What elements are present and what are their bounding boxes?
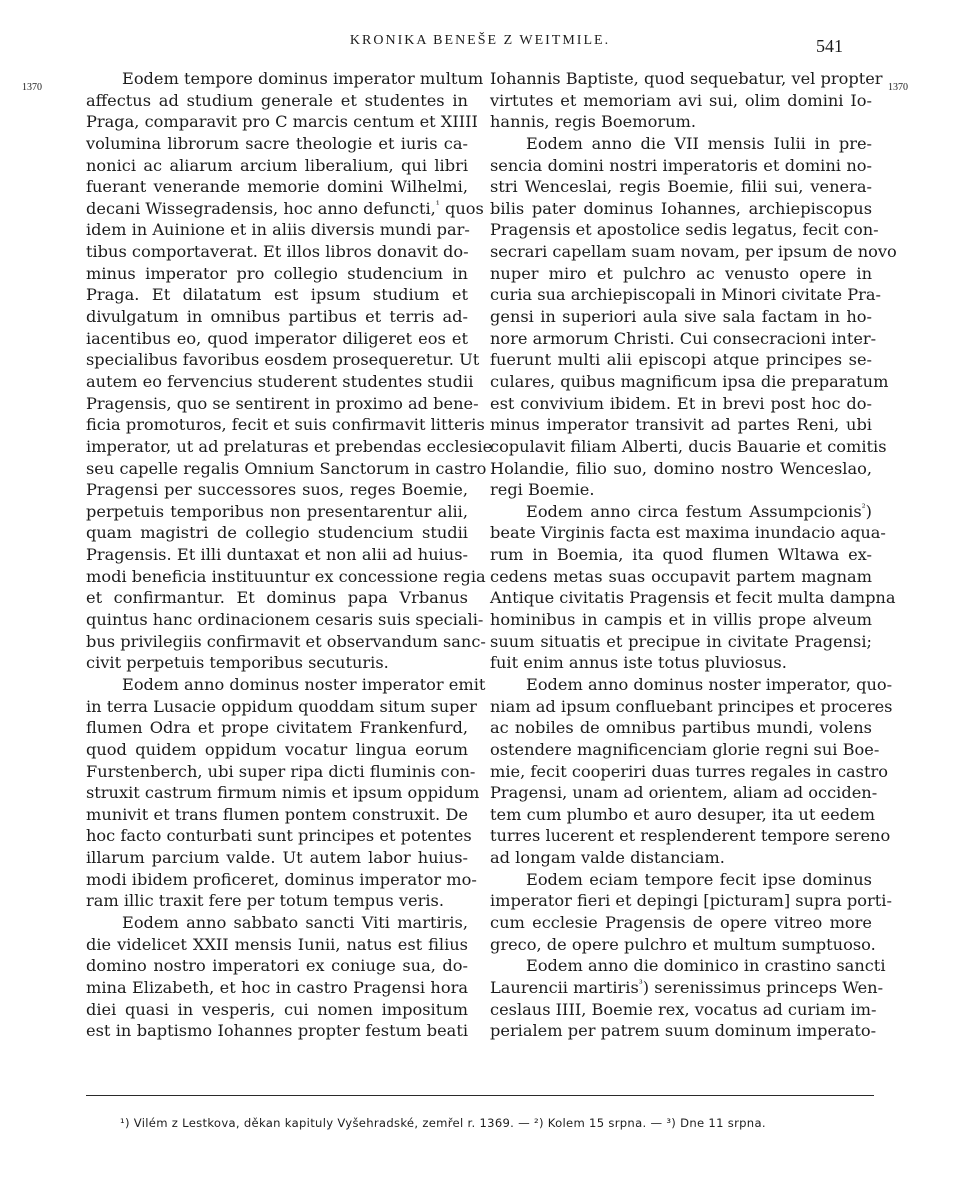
text-line: sencia domini nostri imperatoris et domini no- [490,155,872,175]
page-number: 541 [816,36,843,56]
text-line: culares, quibus magnificum ipsa die preparatum [490,371,889,391]
text-line: Pragensis, quo se sentirent in proximo ad bene- [86,393,479,413]
text-line: Pragensi, unam ad orientem, aliam ad occiden- [490,783,878,803]
text-line: Eodem anno sabbato sancti Viti martiris, [122,912,468,932]
text-line: est in baptismo Iohannes propter festum beati [86,1021,468,1041]
text-line: suum situatis et precipue in civitate Pragensi; [490,631,872,651]
text-line: Eodem anno die VII mensis Iulii in pre- [526,133,872,153]
text-line: ad longam valde distanciam. [490,848,725,868]
text-line: nonici ac aliarum arcium liberalium, qui libri [86,155,468,175]
text-line: Eodem anno dominus noster imperator emit [122,674,486,694]
margin-year-right: 1370 [888,82,908,93]
text-line: ram illic traxit fere per totum tempus veris. [86,891,444,911]
text-line: fuerant venerande memorie domini Wilhelmi, [86,177,468,197]
text-line: struxit castrum firmum nimis et ipsum oppidum [86,783,480,803]
text-line: greco, de opere pulchro et multum sumptuoso. [490,934,876,954]
text-line: idem in Auinione et in aliis diversis mundi par- [86,220,470,240]
text-line: specialibus favoribus eosdem prosequeretur. Ut [86,350,480,370]
text-line: civit perpetuis temporibus secuturis. [86,653,389,673]
text-line: curia sua archiepiscopali in Minori civitate Pra- [490,285,881,305]
text-line: seu capelle regalis Omnium Sanctorum in castro [86,458,487,478]
text-line: hoc facto conturbati sunt principes et potentes [86,826,472,846]
text-line: mina Elizabeth, et hoc in castro Pragensi hora [86,977,468,997]
text-line: rum in Boemia, ita quod flumen Wltawa ex- [490,545,872,565]
footnote-marker: ² [861,502,866,514]
text-line: quintus hanc ordinacionem cesaris suis speciali- [86,610,484,630]
text-line: Holandie, filio suo, domino nostro Wenceslao, [490,458,872,478]
text-line: gensi in superiori aula sive sala factam in ho- [490,307,872,327]
text-line: ceslaus IIII, Boemie rex, vocatus ad curiam im- [490,999,877,1019]
text-line: modi beneficia instituuntur ex concessione regia [86,566,486,586]
margin-year-left: 1370 [22,82,42,93]
footnote-rule [86,1095,874,1096]
text-line: stri Wenceslai, regis Boemie, filii sui, venera- [490,177,872,197]
text-line: quod quidem oppidum vocatur lingua eorum [86,739,468,759]
text-line: Laurencii martiris$^{^3}$) serenissimus princeps Wen- [490,977,884,997]
text-line: diei quasi in vesperis, cui nomen impositum [86,999,468,1019]
text-line: nuper miro et pulchro ac venusto opere in [490,263,872,283]
text-line: tibus comportaverat. Et illos libros donavit do- [86,242,469,262]
text-line: Pragensi per successores suos, reges Boemie, [86,480,468,500]
text-line: regi Boemie. [490,480,595,500]
text-line: Iohannis Baptiste, quod sequebatur, vel propter [490,69,883,88]
text-line: bus privilegiis confirmavit et observandum sanc- [86,631,486,651]
text-line: hominibus in campis et in villis prope alveum [490,610,872,630]
text-line: fuerunt multi alii episcopi atque principes se- [490,350,872,370]
text-line: beate Virginis facta est maxima inundacio aqua- [490,523,886,543]
text-line: die videlicet XXII mensis Iunii, natus est filius [86,934,468,954]
text-line: hannis, regis Boemorum. [490,112,696,132]
text-line: autem eo fervencius studerent studentes studii [86,371,474,391]
text-line: affectus ad studium generale et studentes in [86,90,468,110]
text-line: Furstenberch, ubi super ripa dicti fluminis con- [86,761,476,781]
text-line: tem cum plumbo et auro desuper, ita ut eedem [490,804,875,824]
text-line: domino nostro imperatori ex coniuge sua, do- [86,956,468,976]
text-line: Praga. Et dilatatum est ipsum studium et [86,285,468,305]
footnote-marker: ¹ [435,199,440,211]
text-line: Eodem anno dominus noster imperator, quo- [526,674,893,694]
text-line: munivit et trans flumen pontem construxit. De [86,804,468,824]
text-line: ficia promoturos, fecit et suis confirmavit litteris [86,415,485,435]
text-line: bilis pater dominus Iohannes, archiepiscopus [490,198,872,218]
text-line: Pragensis. Et illi duntaxat et non alii ad huius- [86,545,468,565]
text-line: et confirmantur. Et dominus papa Vrbanus [86,588,468,608]
text-line: secrari capellam suam novam, per ipsum de novo [490,242,897,262]
text-line: decani Wissegradensis, hoc anno defuncti,$^{^1}$ quos [86,198,484,218]
text-line: volumina librorum sacre theologie et iuris ca- [86,133,468,153]
text-line: perialem per patrem suum dominum imperato- [490,1021,877,1041]
text-line: imperator, ut ad prelaturas et prebendas ecclesie [86,436,493,456]
text-line: ostendere magnificenciam glorie regni sui Boe- [490,739,880,759]
text-line: in terra Lusacie oppidum quoddam situm super [86,696,477,716]
left-column [86,68,493,1042]
text-line: flumen Odra et prope civitatem Frankenfurd, [86,718,468,738]
text-line: cum ecclesie Pragensis de opere vitreo more [490,912,872,932]
text-line: cedens metas suas occupavit partem magnam [490,566,872,586]
text-line: mie, fecit cooperiri duas turres regales in castro [490,761,888,781]
text-line: Eodem eciam tempore fecit ipse dominus [526,869,872,889]
text-line: fuit enim annus iste totus pluviosus. [490,653,787,673]
text-line: Eodem tempore dominus imperator multum [122,69,484,88]
text-line: minus imperator transivit ad partes Reni, ubi [490,415,872,435]
text-line: Eodem anno die dominico in crastino sancti [526,956,886,976]
text-line: copulavit filiam Alberti, ducis Bauarie et comitis [490,436,887,456]
text-line: divulgatum in omnibus partibus et terris ad- [86,307,468,327]
footnotes: ¹) Vilém z Lestkova, děkan kapituly Vyšehradské, zemřel r. 1369. — ²) Kolem 15 srpna. — ³) Dne 11 srpna. [120,1116,766,1130]
text-line: illarum parcium valde. Ut autem labor huius- [86,848,468,868]
text-line: nore armorum Christi. Cui consecracioni inter- [490,328,877,348]
text-line: niam ad ipsum confluebant principes et proceres [490,696,893,716]
right-column [490,68,897,1042]
running-head: KRONIKA BENEŠE Z WEITMILE. [349,33,611,48]
text-line: iacentibus eo, quod imperator diligeret eos et [86,328,468,348]
text-line: Antique civitatis Pragensis et fecit multa dampna [490,588,896,608]
text-line: est convivium ibidem. Et in brevi post hoc do- [490,393,872,413]
text-line: minus imperator pro collegio studencium in [86,263,468,283]
text-line: turres lucerent et resplenderent tempore sereno [490,826,891,846]
footnote-marker: ³ [638,978,643,990]
text-line: ac nobiles de omnibus partibus mundi, volens [490,718,872,738]
text-line: quam magistri de collegio studencium studii [86,523,468,543]
text-line: virtutes et memoriam avi sui, olim domini Io- [490,90,872,110]
text-line: Pragensis et apostolice sedis legatus, fecit con- [490,220,879,240]
text-line: imperator fieri et depingi [picturam] supra porti- [490,891,892,911]
text-line: Eodem anno circa festum Assumpcionis$^{^2}$) [526,501,872,521]
text-line: modi ibidem proficeret, dominus imperator mo- [86,869,477,889]
text-line: Praga, comparavit pro C marcis centum et XIIII [86,112,478,132]
text-line: perpetuis temporibus non presentarentur alii, [86,501,468,521]
